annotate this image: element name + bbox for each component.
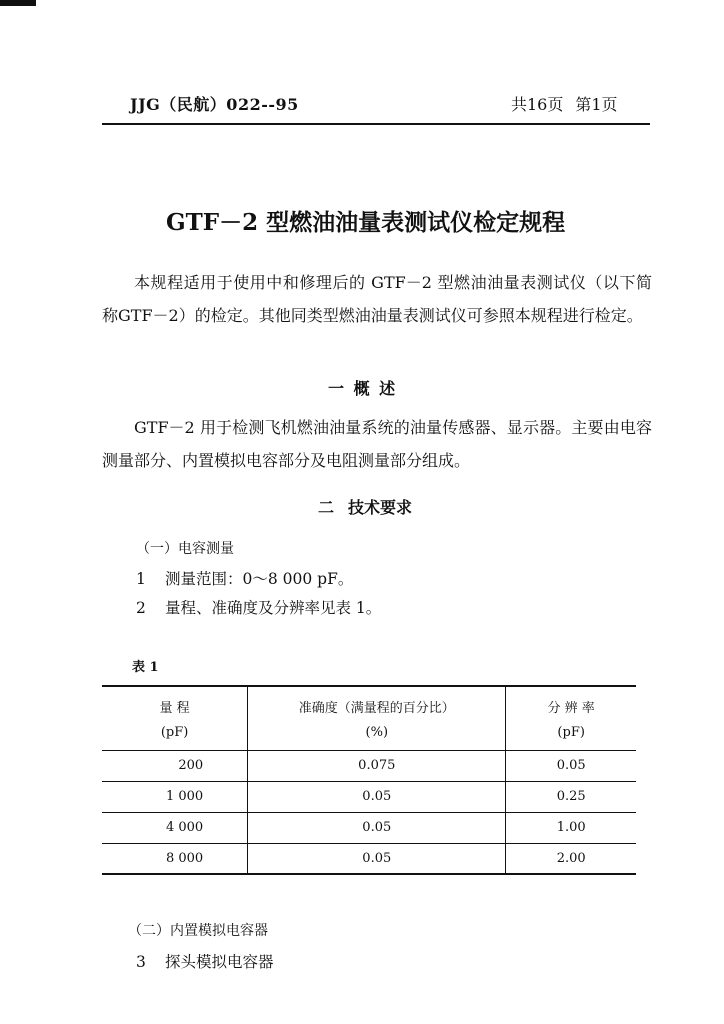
table-row bbox=[102, 843, 636, 874]
list-item-text: 探头模拟电容器 bbox=[165, 953, 274, 971]
section-2-number: 二 bbox=[318, 498, 335, 517]
list-item-number: 2 bbox=[136, 599, 146, 617]
section-1-body: GTF－2 用于检测飞机燃油油量系统的油量传感器、显示器。主要由电容测量部分、内置模拟电容部分及电阻测量部分组成。 bbox=[102, 418, 652, 470]
header-range: 量 程 (pF) bbox=[102, 686, 248, 750]
subsection-capacitance: （一）电容测量 bbox=[136, 541, 234, 557]
cell-resolution: 0.05 bbox=[556, 758, 586, 773]
cell-accuracy: 0.075 bbox=[248, 750, 506, 781]
list-item-text: 测量范围：0～8 000 pF。 bbox=[165, 570, 354, 588]
cell-range: 4 000 bbox=[102, 812, 248, 843]
total-pages: 共16页 bbox=[511, 95, 564, 114]
section-1-heading: 一 概 述 bbox=[328, 379, 398, 398]
cell-range: 200 bbox=[102, 750, 248, 781]
cell-resolution: 1.00 bbox=[556, 820, 586, 835]
page-indicator bbox=[511, 92, 618, 115]
table-row bbox=[102, 750, 636, 781]
section-2-title: 技术要求 bbox=[348, 498, 413, 517]
list-item-text: 量程、准确度及分辨率见表 1。 bbox=[165, 599, 382, 617]
cell-resolution: 0.25 bbox=[556, 789, 586, 804]
subsection-simulated-capacitor: （二）内置模拟电容器 bbox=[128, 923, 268, 939]
list-item-number: 3 bbox=[136, 953, 146, 971]
header-accuracy: 准确度（满量程的百分比） (%) bbox=[248, 686, 506, 750]
list-item bbox=[136, 567, 353, 589]
cell-range: 1 000 bbox=[102, 781, 248, 812]
list-item bbox=[136, 950, 274, 972]
cell-range: 8 000 bbox=[102, 843, 248, 874]
page-title: GTF－2 型燃油油量表测试仪检定规程 bbox=[166, 209, 566, 236]
scan-corner-mark bbox=[0, 0, 36, 6]
table-header-row bbox=[102, 686, 636, 750]
standard-id: JJG（民航）022--95 bbox=[130, 95, 299, 114]
list-item-number: 1 bbox=[136, 570, 146, 588]
table-row bbox=[102, 812, 636, 843]
section-2-heading bbox=[318, 495, 412, 518]
table-row bbox=[102, 781, 636, 812]
cell-accuracy: 0.05 bbox=[248, 781, 506, 812]
cell-accuracy: 0.05 bbox=[248, 843, 506, 874]
page-number: 第1页 bbox=[575, 95, 618, 114]
cell-resolution: 2.00 bbox=[556, 850, 586, 866]
spec-table bbox=[102, 685, 636, 875]
intro-paragraph: 本规程适用于使用中和修理后的 GTF－2 型燃油油量表测试仪（以下简称GTF－2）的检定。其他同类型燃油油量表测试仪可参照本规程进行检定。 bbox=[102, 273, 652, 325]
header-resolution: 分 辨 率 (pF) bbox=[547, 701, 595, 740]
header-divider bbox=[102, 123, 650, 125]
list-item bbox=[136, 596, 381, 618]
table-caption: 表 1 bbox=[132, 660, 159, 675]
cell-accuracy: 0.05 bbox=[248, 812, 506, 843]
